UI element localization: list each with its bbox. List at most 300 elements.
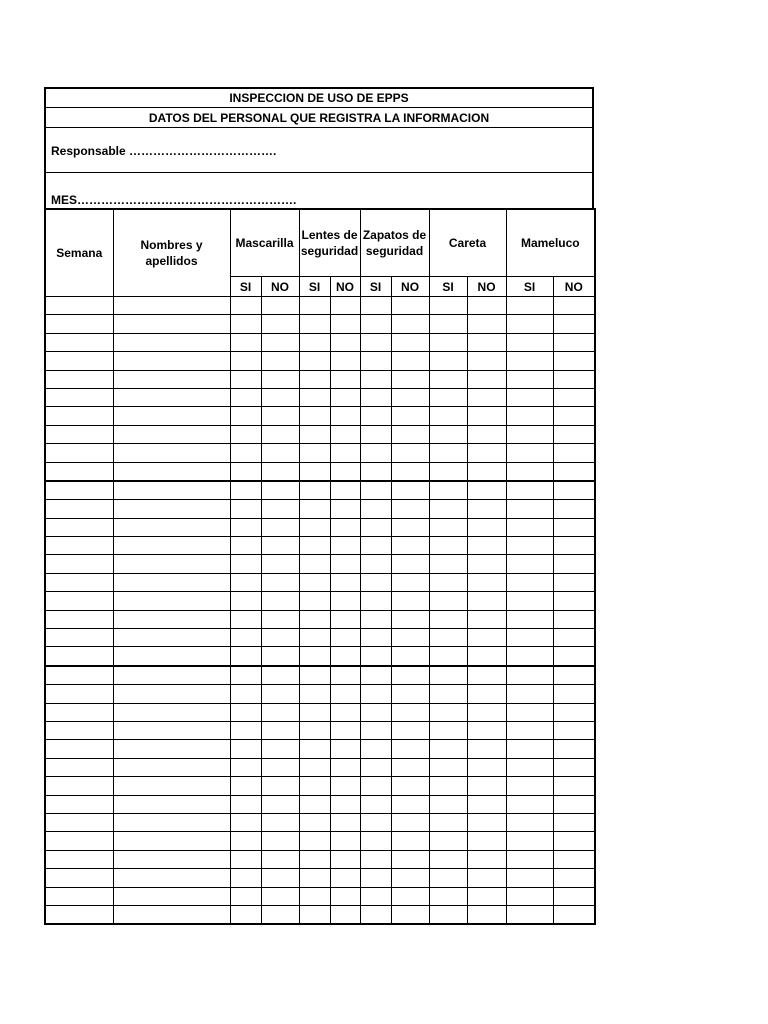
table-cell[interactable]	[45, 795, 113, 813]
table-cell[interactable]	[391, 666, 429, 685]
table-cell[interactable]	[553, 425, 595, 443]
table-cell[interactable]	[360, 777, 391, 795]
table-cell[interactable]	[360, 425, 391, 443]
table-cell[interactable]	[553, 887, 595, 905]
table-cell[interactable]	[45, 887, 113, 905]
table-cell[interactable]	[429, 407, 467, 425]
table-cell[interactable]	[113, 462, 230, 481]
table-cell[interactable]	[360, 610, 391, 628]
table-cell[interactable]	[391, 315, 429, 333]
table-cell[interactable]	[429, 297, 467, 315]
table-cell[interactable]	[360, 647, 391, 666]
table-cell[interactable]	[261, 407, 299, 425]
table-cell[interactable]	[391, 352, 429, 370]
table-cell[interactable]	[360, 500, 391, 518]
table-cell[interactable]	[230, 500, 261, 518]
table-cell[interactable]	[429, 481, 467, 500]
table-cell[interactable]	[330, 315, 360, 333]
table-cell[interactable]	[330, 537, 360, 555]
table-cell[interactable]	[330, 777, 360, 795]
table-cell[interactable]	[113, 518, 230, 536]
table-cell[interactable]	[429, 629, 467, 647]
table-cell[interactable]	[299, 813, 330, 831]
table-cell[interactable]	[553, 629, 595, 647]
table-cell[interactable]	[467, 629, 506, 647]
table-cell[interactable]	[360, 850, 391, 868]
table-cell[interactable]	[113, 832, 230, 850]
table-cell[interactable]	[360, 795, 391, 813]
table-cell[interactable]	[330, 370, 360, 388]
table-cell[interactable]	[429, 887, 467, 905]
table-cell[interactable]	[553, 721, 595, 739]
table-cell[interactable]	[45, 352, 113, 370]
table-cell[interactable]	[467, 481, 506, 500]
table-cell[interactable]	[261, 777, 299, 795]
table-cell[interactable]	[261, 887, 299, 905]
table-cell[interactable]	[553, 481, 595, 500]
table-cell[interactable]	[299, 315, 330, 333]
table-cell[interactable]	[113, 740, 230, 758]
table-cell[interactable]	[429, 740, 467, 758]
table-cell[interactable]	[299, 555, 330, 573]
table-cell[interactable]	[506, 703, 553, 721]
table-cell[interactable]	[330, 462, 360, 481]
table-cell[interactable]	[299, 407, 330, 425]
table-cell[interactable]	[230, 555, 261, 573]
table-cell[interactable]	[261, 518, 299, 536]
table-cell[interactable]	[429, 425, 467, 443]
table-cell[interactable]	[506, 388, 553, 406]
table-cell[interactable]	[261, 352, 299, 370]
table-cell[interactable]	[360, 333, 391, 351]
table-cell[interactable]	[506, 352, 553, 370]
table-cell[interactable]	[553, 795, 595, 813]
table-cell[interactable]	[553, 703, 595, 721]
table-cell[interactable]	[230, 685, 261, 703]
table-cell[interactable]	[429, 555, 467, 573]
table-cell[interactable]	[553, 758, 595, 776]
table-cell[interactable]	[506, 407, 553, 425]
table-cell[interactable]	[467, 297, 506, 315]
table-cell[interactable]	[261, 610, 299, 628]
table-cell[interactable]	[230, 462, 261, 481]
table-cell[interactable]	[230, 703, 261, 721]
table-cell[interactable]	[391, 592, 429, 610]
table-cell[interactable]	[553, 740, 595, 758]
table-cell[interactable]	[45, 388, 113, 406]
table-cell[interactable]	[467, 555, 506, 573]
table-cell[interactable]	[391, 462, 429, 481]
table-cell[interactable]	[506, 481, 553, 500]
table-cell[interactable]	[467, 333, 506, 351]
table-cell[interactable]	[261, 592, 299, 610]
table-cell[interactable]	[360, 370, 391, 388]
table-cell[interactable]	[230, 444, 261, 462]
table-cell[interactable]	[391, 555, 429, 573]
table-cell[interactable]	[230, 666, 261, 685]
table-cell[interactable]	[391, 887, 429, 905]
table-cell[interactable]	[261, 721, 299, 739]
table-cell[interactable]	[299, 333, 330, 351]
table-cell[interactable]	[553, 315, 595, 333]
table-cell[interactable]	[553, 352, 595, 370]
table-cell[interactable]	[429, 573, 467, 591]
table-cell[interactable]	[230, 518, 261, 536]
table-cell[interactable]	[330, 703, 360, 721]
table-cell[interactable]	[467, 813, 506, 831]
table-cell[interactable]	[553, 813, 595, 831]
table-cell[interactable]	[113, 850, 230, 868]
table-cell[interactable]	[299, 592, 330, 610]
table-cell[interactable]	[553, 610, 595, 628]
table-cell[interactable]	[261, 537, 299, 555]
table-cell[interactable]	[261, 500, 299, 518]
table-cell[interactable]	[299, 795, 330, 813]
table-cell[interactable]	[429, 832, 467, 850]
table-cell[interactable]	[299, 721, 330, 739]
table-cell[interactable]	[230, 481, 261, 500]
table-cell[interactable]	[299, 481, 330, 500]
table-cell[interactable]	[467, 573, 506, 591]
table-cell[interactable]	[467, 721, 506, 739]
table-cell[interactable]	[113, 537, 230, 555]
table-cell[interactable]	[45, 537, 113, 555]
table-cell[interactable]	[45, 518, 113, 536]
table-cell[interactable]	[45, 592, 113, 610]
table-cell[interactable]	[261, 685, 299, 703]
table-cell[interactable]	[360, 388, 391, 406]
table-cell[interactable]	[261, 462, 299, 481]
table-cell[interactable]	[330, 297, 360, 315]
table-cell[interactable]	[261, 832, 299, 850]
table-cell[interactable]	[506, 758, 553, 776]
table-cell[interactable]	[45, 315, 113, 333]
table-cell[interactable]	[429, 388, 467, 406]
table-cell[interactable]	[299, 370, 330, 388]
table-cell[interactable]	[230, 758, 261, 776]
table-cell[interactable]	[506, 500, 553, 518]
table-cell[interactable]	[506, 647, 553, 666]
table-cell[interactable]	[391, 333, 429, 351]
table-cell[interactable]	[261, 333, 299, 351]
table-cell[interactable]	[360, 869, 391, 887]
table-cell[interactable]	[467, 832, 506, 850]
table-cell[interactable]	[261, 573, 299, 591]
table-cell[interactable]	[429, 685, 467, 703]
table-cell[interactable]	[330, 758, 360, 776]
table-cell[interactable]	[45, 555, 113, 573]
table-cell[interactable]	[230, 905, 261, 924]
table-cell[interactable]	[113, 500, 230, 518]
table-cell[interactable]	[429, 758, 467, 776]
table-cell[interactable]	[506, 777, 553, 795]
table-cell[interactable]	[230, 795, 261, 813]
table-cell[interactable]	[113, 685, 230, 703]
table-cell[interactable]	[330, 629, 360, 647]
table-cell[interactable]	[330, 407, 360, 425]
table-cell[interactable]	[261, 905, 299, 924]
table-cell[interactable]	[45, 425, 113, 443]
table-cell[interactable]	[429, 462, 467, 481]
table-cell[interactable]	[113, 592, 230, 610]
table-cell[interactable]	[261, 647, 299, 666]
table-cell[interactable]	[261, 666, 299, 685]
table-cell[interactable]	[429, 905, 467, 924]
table-cell[interactable]	[230, 721, 261, 739]
table-cell[interactable]	[45, 869, 113, 887]
table-cell[interactable]	[360, 352, 391, 370]
table-cell[interactable]	[261, 481, 299, 500]
table-cell[interactable]	[391, 758, 429, 776]
table-cell[interactable]	[230, 370, 261, 388]
table-cell[interactable]	[261, 315, 299, 333]
table-cell[interactable]	[299, 685, 330, 703]
table-cell[interactable]	[45, 573, 113, 591]
table-cell[interactable]	[553, 685, 595, 703]
table-cell[interactable]	[45, 685, 113, 703]
table-cell[interactable]	[467, 850, 506, 868]
table-cell[interactable]	[299, 703, 330, 721]
table-cell[interactable]	[45, 333, 113, 351]
table-cell[interactable]	[330, 610, 360, 628]
table-cell[interactable]	[299, 647, 330, 666]
table-cell[interactable]	[506, 832, 553, 850]
table-cell[interactable]	[360, 555, 391, 573]
table-cell[interactable]	[299, 518, 330, 536]
table-cell[interactable]	[360, 758, 391, 776]
table-cell[interactable]	[391, 795, 429, 813]
table-cell[interactable]	[391, 481, 429, 500]
table-cell[interactable]	[45, 777, 113, 795]
table-cell[interactable]	[360, 315, 391, 333]
table-cell[interactable]	[45, 666, 113, 685]
table-cell[interactable]	[467, 518, 506, 536]
table-cell[interactable]	[299, 352, 330, 370]
table-cell[interactable]	[553, 297, 595, 315]
table-cell[interactable]	[45, 647, 113, 666]
table-cell[interactable]	[113, 573, 230, 591]
table-cell[interactable]	[299, 777, 330, 795]
table-cell[interactable]	[360, 444, 391, 462]
table-cell[interactable]	[230, 388, 261, 406]
table-cell[interactable]	[360, 721, 391, 739]
table-cell[interactable]	[45, 813, 113, 831]
table-cell[interactable]	[45, 610, 113, 628]
table-cell[interactable]	[467, 647, 506, 666]
table-cell[interactable]	[45, 740, 113, 758]
table-cell[interactable]	[330, 740, 360, 758]
table-cell[interactable]	[506, 297, 553, 315]
table-cell[interactable]	[553, 555, 595, 573]
table-cell[interactable]	[391, 537, 429, 555]
table-cell[interactable]	[230, 407, 261, 425]
table-cell[interactable]	[391, 444, 429, 462]
table-cell[interactable]	[113, 555, 230, 573]
table-cell[interactable]	[113, 721, 230, 739]
table-cell[interactable]	[391, 610, 429, 628]
table-cell[interactable]	[230, 610, 261, 628]
table-cell[interactable]	[45, 905, 113, 924]
table-cell[interactable]	[299, 905, 330, 924]
table-cell[interactable]	[230, 352, 261, 370]
table-cell[interactable]	[299, 425, 330, 443]
table-cell[interactable]	[506, 887, 553, 905]
table-cell[interactable]	[299, 666, 330, 685]
table-cell[interactable]	[429, 813, 467, 831]
table-cell[interactable]	[113, 481, 230, 500]
table-cell[interactable]	[553, 777, 595, 795]
table-cell[interactable]	[230, 813, 261, 831]
table-cell[interactable]	[391, 685, 429, 703]
table-cell[interactable]	[330, 518, 360, 536]
table-cell[interactable]	[429, 352, 467, 370]
table-cell[interactable]	[360, 518, 391, 536]
table-cell[interactable]	[429, 370, 467, 388]
table-cell[interactable]	[553, 388, 595, 406]
table-cell[interactable]	[299, 444, 330, 462]
table-cell[interactable]	[391, 388, 429, 406]
table-cell[interactable]	[391, 297, 429, 315]
table-cell[interactable]	[330, 555, 360, 573]
table-cell[interactable]	[506, 666, 553, 685]
table-cell[interactable]	[553, 537, 595, 555]
table-cell[interactable]	[45, 407, 113, 425]
table-cell[interactable]	[299, 629, 330, 647]
table-cell[interactable]	[391, 850, 429, 868]
table-cell[interactable]	[113, 777, 230, 795]
table-cell[interactable]	[261, 629, 299, 647]
table-cell[interactable]	[261, 425, 299, 443]
table-cell[interactable]	[391, 370, 429, 388]
table-cell[interactable]	[467, 592, 506, 610]
table-cell[interactable]	[553, 869, 595, 887]
table-cell[interactable]	[113, 297, 230, 315]
table-cell[interactable]	[113, 647, 230, 666]
table-cell[interactable]	[299, 573, 330, 591]
table-cell[interactable]	[467, 610, 506, 628]
table-cell[interactable]	[391, 518, 429, 536]
table-cell[interactable]	[45, 500, 113, 518]
table-cell[interactable]	[360, 297, 391, 315]
table-cell[interactable]	[330, 813, 360, 831]
table-cell[interactable]	[467, 425, 506, 443]
table-cell[interactable]	[506, 795, 553, 813]
table-cell[interactable]	[429, 500, 467, 518]
table-cell[interactable]	[429, 610, 467, 628]
table-cell[interactable]	[230, 315, 261, 333]
table-cell[interactable]	[330, 905, 360, 924]
table-cell[interactable]	[553, 573, 595, 591]
table-cell[interactable]	[230, 573, 261, 591]
table-cell[interactable]	[467, 444, 506, 462]
table-cell[interactable]	[391, 703, 429, 721]
table-cell[interactable]	[506, 462, 553, 481]
table-cell[interactable]	[467, 905, 506, 924]
table-cell[interactable]	[261, 813, 299, 831]
table-cell[interactable]	[429, 703, 467, 721]
table-cell[interactable]	[506, 740, 553, 758]
table-cell[interactable]	[45, 481, 113, 500]
table-cell[interactable]	[299, 832, 330, 850]
table-cell[interactable]	[45, 370, 113, 388]
table-cell[interactable]	[467, 703, 506, 721]
table-cell[interactable]	[230, 740, 261, 758]
table-cell[interactable]	[467, 407, 506, 425]
table-cell[interactable]	[506, 610, 553, 628]
table-cell[interactable]	[230, 869, 261, 887]
table-cell[interactable]	[429, 869, 467, 887]
table-cell[interactable]	[299, 850, 330, 868]
table-cell[interactable]	[261, 297, 299, 315]
table-cell[interactable]	[467, 315, 506, 333]
table-cell[interactable]	[429, 444, 467, 462]
table-cell[interactable]	[45, 444, 113, 462]
table-cell[interactable]	[553, 905, 595, 924]
table-cell[interactable]	[45, 462, 113, 481]
table-cell[interactable]	[553, 666, 595, 685]
table-cell[interactable]	[45, 629, 113, 647]
table-cell[interactable]	[553, 518, 595, 536]
table-cell[interactable]	[330, 647, 360, 666]
table-cell[interactable]	[299, 740, 330, 758]
table-cell[interactable]	[45, 721, 113, 739]
table-cell[interactable]	[467, 795, 506, 813]
table-cell[interactable]	[230, 777, 261, 795]
table-cell[interactable]	[553, 500, 595, 518]
table-cell[interactable]	[330, 333, 360, 351]
table-cell[interactable]	[360, 462, 391, 481]
mes-field[interactable]: MES……………………………………………….	[44, 172, 594, 208]
table-cell[interactable]	[330, 573, 360, 591]
table-cell[interactable]	[360, 481, 391, 500]
table-cell[interactable]	[360, 813, 391, 831]
table-cell[interactable]	[113, 905, 230, 924]
table-cell[interactable]	[230, 887, 261, 905]
responsable-field[interactable]: Responsable ……………………………….	[44, 127, 594, 172]
table-cell[interactable]	[113, 388, 230, 406]
table-cell[interactable]	[360, 407, 391, 425]
table-cell[interactable]	[113, 315, 230, 333]
table-cell[interactable]	[429, 592, 467, 610]
table-cell[interactable]	[360, 740, 391, 758]
table-cell[interactable]	[506, 592, 553, 610]
table-cell[interactable]	[330, 425, 360, 443]
table-cell[interactable]	[429, 850, 467, 868]
table-cell[interactable]	[45, 850, 113, 868]
table-cell[interactable]	[113, 703, 230, 721]
table-cell[interactable]	[467, 666, 506, 685]
table-cell[interactable]	[391, 573, 429, 591]
table-cell[interactable]	[506, 905, 553, 924]
table-cell[interactable]	[261, 388, 299, 406]
table-cell[interactable]	[360, 592, 391, 610]
table-cell[interactable]	[113, 370, 230, 388]
table-cell[interactable]	[299, 462, 330, 481]
table-cell[interactable]	[299, 537, 330, 555]
table-cell[interactable]	[261, 370, 299, 388]
table-cell[interactable]	[230, 850, 261, 868]
table-cell[interactable]	[230, 592, 261, 610]
table-cell[interactable]	[330, 869, 360, 887]
table-cell[interactable]	[261, 795, 299, 813]
table-cell[interactable]	[506, 425, 553, 443]
table-cell[interactable]	[45, 703, 113, 721]
table-cell[interactable]	[261, 758, 299, 776]
table-cell[interactable]	[230, 425, 261, 443]
table-cell[interactable]	[113, 444, 230, 462]
table-cell[interactable]	[467, 370, 506, 388]
table-cell[interactable]	[45, 832, 113, 850]
